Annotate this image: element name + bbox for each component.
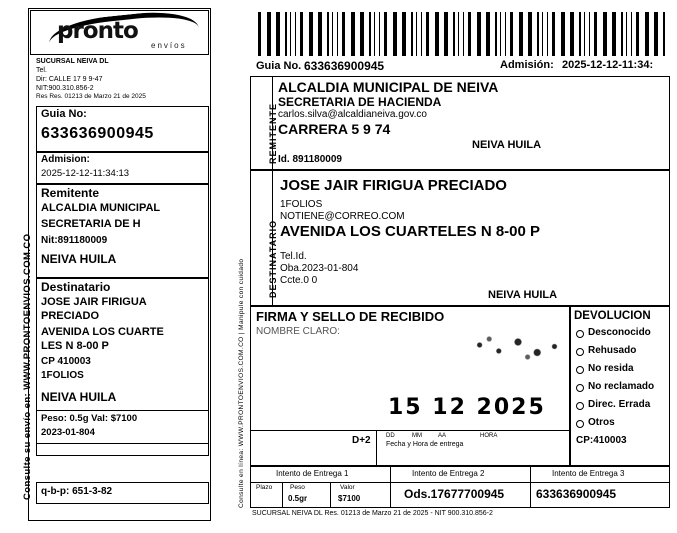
left-ccte-line: 2023-01-804 (41, 427, 95, 438)
left-guia-value: 633636900945 (41, 125, 154, 142)
left-dest-addr-2: LES N 8-00 P (41, 340, 109, 352)
left-peso-line: Peso: 0.5g Val: $7100 (41, 413, 138, 424)
barcode-bar (463, 12, 464, 56)
barcode-bar (458, 12, 459, 56)
barcode-bar (626, 12, 627, 56)
barcode-bar (384, 12, 387, 56)
ods-value: Ods.17677700945 (404, 487, 505, 501)
plazo-divider-2 (330, 482, 331, 508)
valor-value: $7100 (338, 494, 361, 503)
barcode-bar (510, 12, 513, 56)
destinatario-vertical-label: DESTINATARIO (268, 219, 278, 298)
barcode-bar (594, 12, 597, 56)
barcode-bar (342, 12, 345, 56)
intentos-divider-2 (530, 466, 531, 508)
main-dest-email: NOTIENE@CORREO.COM (280, 211, 405, 222)
stamp-smudge (470, 333, 566, 363)
left-remitente-label: Remitente (41, 186, 100, 200)
barcode-bar (337, 12, 338, 56)
devolucion-option-1[interactable]: Rehusado (588, 345, 637, 356)
main-dest-addr: AVENIDA LOS CUARTELES N 8-00 P (280, 223, 541, 240)
barcode-bar (654, 12, 658, 56)
barcode-bar (500, 12, 501, 56)
plazo-divider-1 (282, 482, 283, 508)
barcode-bar (645, 12, 649, 56)
barcode-bar (579, 12, 581, 56)
left-remitente-city: NEIVA HUILA (41, 252, 117, 266)
main-dest-tel: Tel.Id. (280, 251, 307, 262)
left-dest-addr-1: AVENIDA LOS CUARTE (41, 326, 164, 338)
left-dest-city: NEIVA HUILA (41, 390, 117, 404)
left-destinatario-label: Destinatario (41, 280, 111, 294)
barcode-bar (603, 12, 607, 56)
main-dest-city: NEIVA HUILA (488, 289, 558, 301)
main-remitente-name: ALCALDIA MUNICIPAL DE NEIVA (278, 79, 499, 95)
barcode-bar (486, 12, 490, 56)
dd-label: DD (386, 433, 395, 439)
barcode-bar (495, 12, 497, 56)
left-dest-cp: CP 410003 (41, 356, 91, 367)
barcode-bar (426, 12, 429, 56)
barcode-bar (327, 12, 329, 56)
mm-label: MM (412, 433, 422, 439)
main-dest-obs: Oba.2023-01-804 (280, 263, 359, 274)
hora-label: HORA (480, 433, 498, 439)
left-dest-name-1: JOSE JAIR FIRIGUA (41, 296, 147, 308)
guia-bottom-value: 633636900945 (536, 487, 617, 501)
main-remitente-city: NEIVA HUILA (472, 139, 542, 151)
valor-label: Valor (340, 484, 355, 491)
barcode-bar (505, 12, 506, 56)
barcode-bar (258, 12, 261, 56)
main-side-url: Consulte en línea: WWW.PRONTOENVIOS.COM.CO | Manipule con cuidado (238, 258, 245, 508)
devolucion-option-5[interactable]: Otros (588, 417, 615, 428)
left-remitente-name: ALCALDIA MUNICIPAL (41, 202, 161, 214)
main-remitente-addr: CARRERA 5 9 74 (278, 121, 391, 137)
barcode-bar (295, 12, 296, 56)
firma-title: FIRMA Y SELLO DE RECIBIDO (256, 309, 445, 324)
main-admision-label: Admisión: (500, 59, 554, 71)
barcode-bar (332, 12, 333, 56)
left-admision-label: Admision: (41, 154, 90, 165)
left-guia-label: Guia No: (41, 108, 87, 120)
barcode-bar (351, 12, 355, 56)
devolucion-radio-2[interactable] (576, 366, 584, 374)
barcode-bar (570, 12, 574, 56)
barcode-bar (537, 12, 539, 56)
devolucion-radio-3[interactable] (576, 384, 584, 392)
left-remitente-dep: SECRETARIA DE H (41, 218, 141, 230)
barcode-bar (318, 12, 322, 56)
left-dest-folios: 1FOLIOS (41, 370, 84, 381)
barcode-bar (267, 12, 271, 56)
barcode-bar (621, 12, 623, 56)
left-divider-1 (37, 410, 208, 411)
barcode-bar (309, 12, 313, 56)
barcode-bar (612, 12, 616, 56)
left-admision-value: 2025-12-12-11:34:13 (41, 168, 130, 179)
devolucion-option-2[interactable]: No resida (588, 363, 634, 374)
devolucion-radio-4[interactable] (576, 402, 584, 410)
firma-divider (251, 430, 569, 431)
devolucion-radio-0[interactable] (576, 330, 584, 338)
barcode-bar (276, 12, 280, 56)
main-remitente-email: carlos.silva@alcaldianeiva.gov.co (278, 109, 427, 120)
main-dest-ccte: Ccte.0 0 (280, 275, 318, 286)
barcode-bar (393, 12, 397, 56)
main-remitente-id: Id. 891180009 (278, 154, 342, 165)
barcode-bar (285, 12, 287, 56)
barcode-bar (663, 12, 665, 56)
nombre-claro-label: NOMBRE CLARO: (256, 326, 340, 337)
firma-sub-divider (376, 430, 377, 466)
barcode-bar (561, 12, 565, 56)
barcode-bar (589, 12, 590, 56)
handwritten-date: 15 12 2025 (388, 395, 546, 420)
barcode-bar (542, 12, 543, 56)
devolucion-option-4[interactable]: Direc. Errada (588, 399, 651, 410)
devolucion-cp: CP:410003 (576, 435, 627, 446)
intento-3-label: Intento de Entrega 3 (552, 469, 625, 478)
barcode-bar (360, 12, 364, 56)
devolucion-radio-1[interactable] (576, 348, 584, 356)
peso-value: 0.5gr (288, 494, 308, 503)
left-remitente-nit: Nit:891180009 (41, 235, 108, 246)
left-tel: Tel. (36, 67, 47, 74)
left-side-url: Consulte su envío en: WWW.PRONTOENVIOS.COM.CO (22, 233, 33, 500)
barcode-bar (402, 12, 406, 56)
barcode-bar (519, 12, 523, 56)
pronto-logo (30, 10, 209, 55)
main-dest-folios: 1FOLIOS (280, 199, 323, 210)
plazo-label: Plazo (256, 484, 273, 491)
main-remitente-dep: SECRETARIA DE HACIENDA (278, 95, 442, 109)
main-footer: SUCURSAL NEIVA DL Res. 01213 de Marzo 21 de 2025 - NIT 900.310.856-2 (252, 510, 493, 517)
devolucion-radio-5[interactable] (576, 420, 584, 428)
left-resolution: Res Res. 01213 de Marzo 21 de 2025 (36, 93, 146, 100)
left-address: Dir: CALLE 17 9 9-47 (36, 76, 103, 83)
intento-2-label: Intento de Entrega 2 (412, 469, 485, 478)
barcode-bar (453, 12, 455, 56)
barcode-bar (547, 12, 548, 56)
barcode-top (258, 12, 668, 56)
barcode-bar (435, 12, 439, 56)
barcode-bar (379, 12, 380, 56)
intentos-divider-h (251, 482, 669, 483)
peso-label: Peso (290, 484, 305, 491)
fecha-entrega-label: Fecha y Hora de entrega (386, 441, 464, 448)
left-dest-name-2: PRECIADO (41, 310, 100, 322)
logo-subtext: envíos (151, 41, 187, 50)
barcode-bar (468, 12, 471, 56)
left-code-line: q-b-p: 651-3-82 (41, 486, 113, 497)
devolucion-title: DEVOLUCION (574, 310, 651, 322)
barcode-bar (369, 12, 371, 56)
left-nit: NIT:900.310.856-2 (36, 85, 94, 92)
aa-label: AA (438, 433, 447, 439)
left-divider-2 (37, 443, 208, 444)
remitente-vertical-label: REMITENTE (268, 102, 278, 164)
barcode-bar (411, 12, 413, 56)
left-office: SUCURSAL NEIVA DL (36, 58, 109, 65)
barcode-bar (421, 12, 422, 56)
main-admision-value: 2025-12-12-11:34: (562, 59, 654, 71)
d2-label: D+2 (352, 435, 371, 446)
barcode-bar (416, 12, 417, 56)
logo-wordmark: pronto (57, 18, 138, 44)
barcode-bar (290, 12, 291, 56)
main-guia-label: Guia No. (256, 60, 302, 72)
barcode-bar (631, 12, 632, 56)
barcode-bar (636, 12, 639, 56)
barcode-bar (444, 12, 448, 56)
main-guia-value: 633636900945 (304, 59, 385, 73)
devolucion-option-3[interactable]: No reclamado (588, 381, 655, 392)
barcode-bar (374, 12, 375, 56)
devolucion-option-0[interactable]: Desconocido (588, 327, 651, 338)
intentos-divider-1 (390, 466, 391, 508)
barcode-bar (552, 12, 555, 56)
barcode-bar (300, 12, 303, 56)
main-dest-name: JOSE JAIR FIRIGUA PRECIADO (280, 177, 507, 194)
barcode-bar (528, 12, 532, 56)
barcode-bar (477, 12, 481, 56)
intento-1-label: Intento de Entrega 1 (276, 469, 349, 478)
barcode-bar (584, 12, 585, 56)
